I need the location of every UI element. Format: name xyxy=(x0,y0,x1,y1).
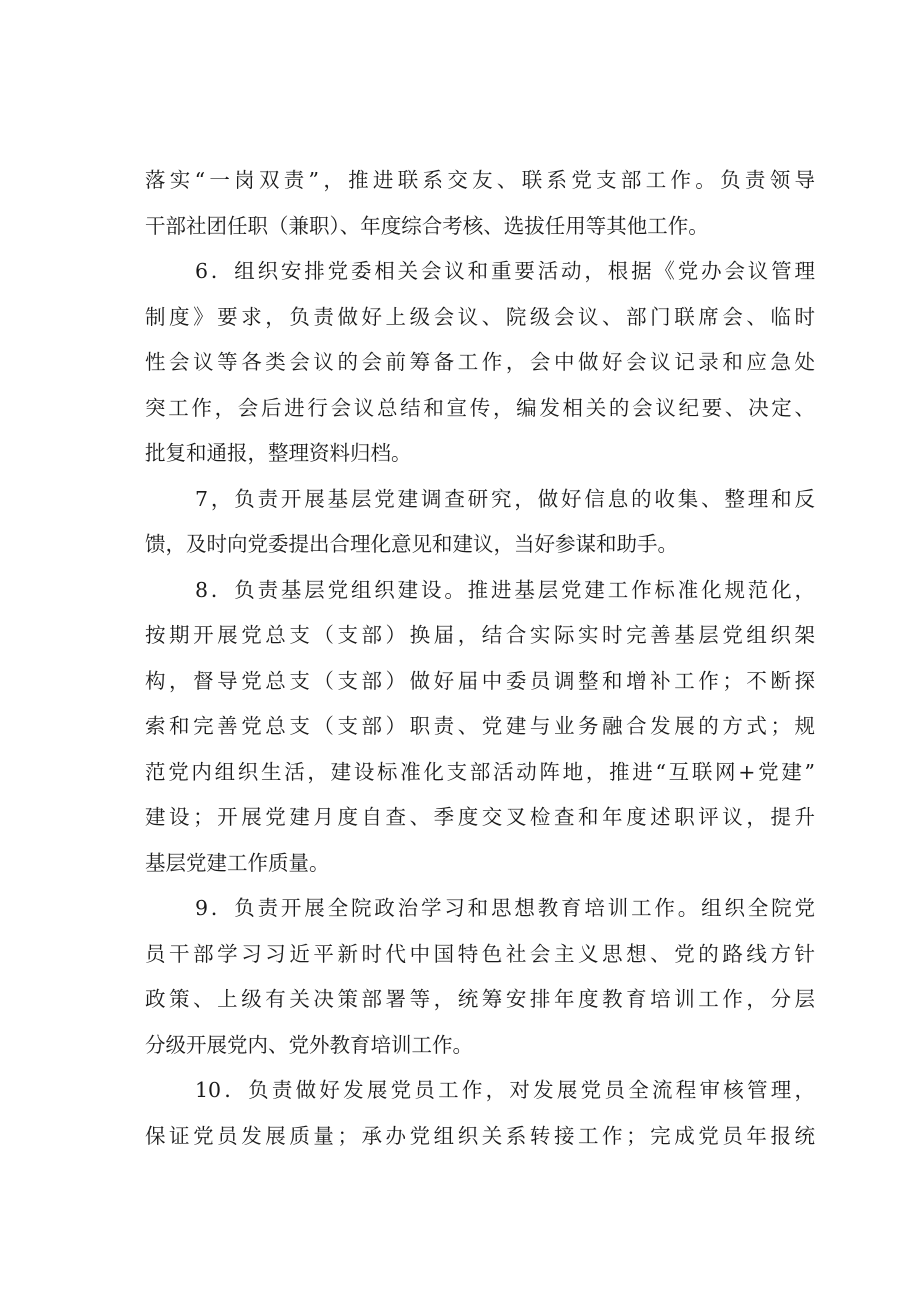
text-line: 干部社团任职（兼职）、年度综合考核、选拔任用等其他工作。 xyxy=(145,213,709,238)
text-line: 建设；开展党建月度自查、季度交叉检查和年度述职评议，提升 xyxy=(145,805,815,829)
text-line: 9．负责开展全院政治学习和思想教育培训工作。组织全院党 xyxy=(195,896,815,920)
paragraph-5-continued xyxy=(145,158,815,249)
text-line: 员干部学习习近平新时代中国特色社会主义思想、党的路线方针 xyxy=(145,941,815,966)
text-line: 分级开展党内、党外教育培训工作。 xyxy=(145,1032,473,1057)
text-line: 10．负责做好发展党员工作，对发展党员全流程审核管理， xyxy=(195,1078,815,1102)
text-line: 馈，及时向党委提出合理化意见和建议，当好参谋和助手。 xyxy=(145,532,678,556)
paragraph-8 xyxy=(145,568,815,887)
text-line: 批复和通报，整理资料归档。 xyxy=(145,441,412,465)
text-line: 落实“一岗双责”，推进联系交友、联系党支部工作。负责领导 xyxy=(145,168,815,192)
paragraph-7 xyxy=(145,477,815,568)
text-line: 基层党建工作质量。 xyxy=(145,850,330,875)
text-line: 按期开展党总支（支部）换届，结合实际实时完善基层党组织架 xyxy=(145,623,815,647)
text-line: 性会议等各类会议的会前筹备工作，会中做好会议记录和应急处 xyxy=(145,350,815,374)
text-line: 制度》要求，负责做好上级会议、院级会议、部门联席会、临时 xyxy=(145,304,815,329)
text-line: 6．组织安排党委相关会议和重要活动，根据《党办会议管理 xyxy=(195,259,815,283)
text-line: 7，负责开展基层党建调查研究，做好信息的收集、整理和反 xyxy=(195,486,815,511)
paragraph-10 xyxy=(145,1068,815,1159)
paragraph-6 xyxy=(145,249,815,477)
document-page xyxy=(145,158,815,1159)
text-line: 范党内组织生活，建设标准化支部活动阵地，推进“互联网+党建” xyxy=(145,759,815,784)
text-line: 保证党员发展质量；承办党组织关系转接工作；完成党员年报统 xyxy=(145,1123,815,1148)
text-line: 突工作，会后进行会议总结和宣传，编发相关的会议纪要、决定、 xyxy=(145,395,815,420)
text-line: 索和完善党总支（支部）职责、党建与业务融合发展的方式；规 xyxy=(145,714,815,738)
text-line: 政策、上级有关决策部署等，统筹安排年度教育培训工作，分层 xyxy=(145,987,815,1011)
text-line: 8．负责基层党组织建设。推进基层党建工作标准化规范化， xyxy=(195,577,815,602)
paragraph-9 xyxy=(145,886,815,1068)
text-line: 构，督导党总支（支部）做好届中委员调整和增补工作；不断探 xyxy=(145,668,815,693)
